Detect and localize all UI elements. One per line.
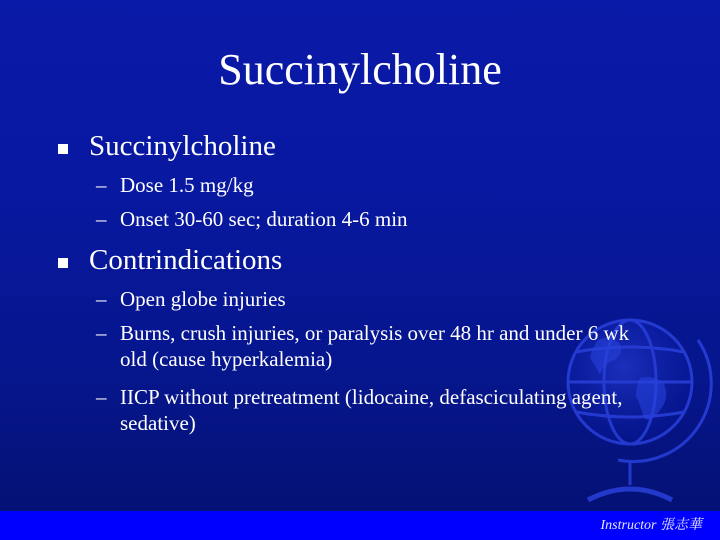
list-item: Dose 1.5 mg/kg <box>120 173 254 197</box>
bullet-square-icon <box>58 258 68 268</box>
footer-credit: Instructor 張志華 <box>600 518 702 533</box>
slide-title: Succinylcholine <box>218 45 502 94</box>
dash-marker: – <box>96 173 107 197</box>
section-heading: Contrindications <box>89 244 283 276</box>
bullet-square-icon <box>58 144 68 154</box>
list-item: Burns, crush injuries, or paralysis over 48 hr and under 6 wk old (cause hyperkalemia) <box>120 321 630 371</box>
dash-marker: – <box>96 287 107 311</box>
dash-marker: – <box>96 321 107 345</box>
dash-marker: – <box>96 385 107 409</box>
list-item: Open globe injuries <box>120 287 286 311</box>
section-heading: Succinylcholine <box>89 130 276 162</box>
list-item: IICP without pretreatment (lidocaine, defasciculating agent, sedative) <box>120 385 623 435</box>
list-item: Onset 30-60 sec; duration 4-6 min <box>120 207 408 231</box>
dash-marker: – <box>96 207 107 231</box>
